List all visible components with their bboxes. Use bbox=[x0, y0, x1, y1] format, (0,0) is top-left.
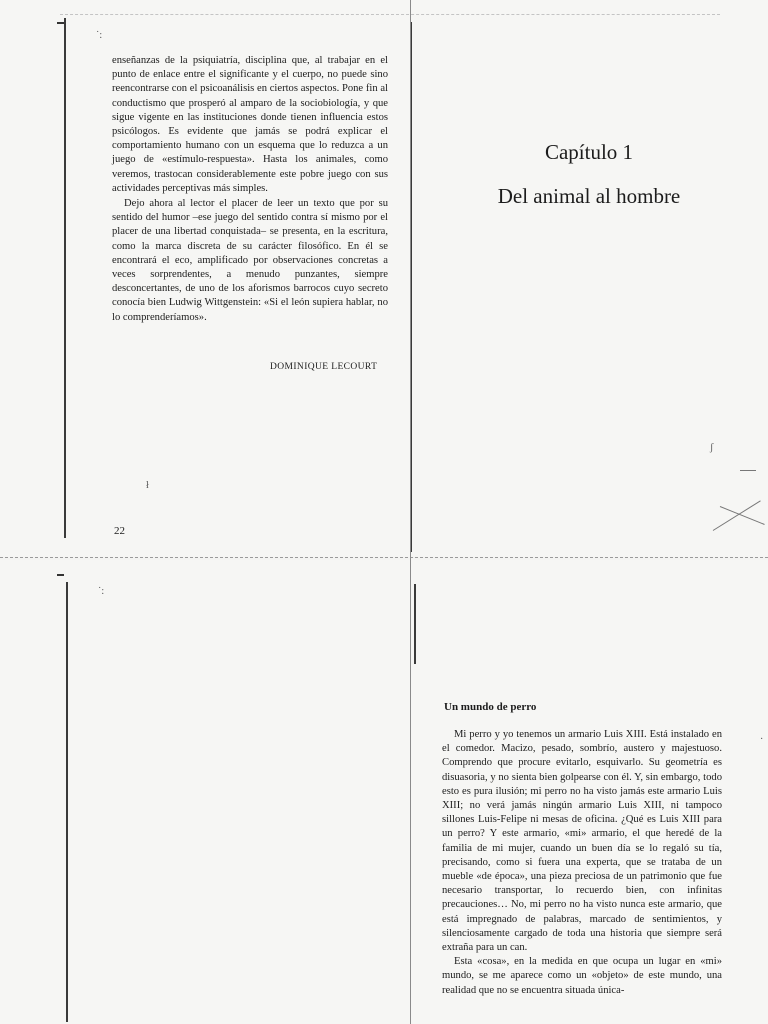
binding-edge bbox=[66, 582, 68, 1022]
spread-divider-vertical bbox=[410, 0, 411, 1024]
binding-edge bbox=[414, 584, 416, 664]
chapter-number: Capítulo 1 bbox=[544, 140, 634, 164]
preface-paragraph-1: enseñanzas de la psiquiatría, disciplina que, al trabajar en el punto de enlace entre el significante y el cuerpo, no puede sino reencontrarse con el psicoanálisis en ciertos aspectos. Pone fin al conductismo que prosperó al amparo de la sociobiología, y que sigue vigente en las instituciones donde tienen influencia estos psicólogos. Es evidente que jamás se podrá explicar el comportamiento humano con un esquema que lo reduzca a un juego de «estímulo-respuesta». Hasta los animales, como veremos, trastocan considerablemente este pobre juego con sus actividades perceptivas más simples. bbox=[112, 55, 388, 194]
page-bottom-right bbox=[410, 560, 768, 1024]
binding-edge bbox=[64, 18, 66, 538]
stray-mark: ʃ bbox=[710, 442, 714, 453]
crop-mark bbox=[57, 574, 64, 576]
chapter-text bbox=[442, 728, 722, 998]
scan-edge-top bbox=[60, 14, 720, 15]
page-bottom-left bbox=[0, 560, 410, 1024]
signature: DOMINIQUE LECOURT bbox=[270, 362, 378, 372]
stray-mark: ł bbox=[146, 480, 149, 491]
page-number: 22 bbox=[114, 525, 125, 537]
scan-artifact bbox=[740, 470, 756, 471]
preface-paragraph-2: Dejo ahora al lector el placer de leer un texto que por su sentido del humor –ese juego del sentido contra sí mismo por el placer de una libertad conquistada– se presenta, en la escritura, como la marca discreta de su carácter filosófico. En él se encontrará el eco, amplificado por observaciones concretas a veces sorprendentes, a menudo punzantes, siempre desconcertantes, de uno de los aforismos barrocos cuyo secreto conocía bien Ludwig Wittgenstein: «Si el león supiera hablar, no lo comprenderíamos». bbox=[112, 198, 388, 323]
chapter-paragraph-2: Esta «cosa», en la medida en que ocupa un lugar en «mi» mundo, se me aparece como un «objeto» de este mundo, una realidad que no se encuentra situada única- bbox=[442, 956, 722, 996]
crop-mark bbox=[57, 22, 64, 24]
chapter-title: Del animal al hombre bbox=[497, 184, 681, 208]
page-top-left bbox=[0, 0, 410, 557]
stray-mark: ˙: bbox=[98, 586, 105, 597]
chapter-paragraph-1: Mi perro y yo tenemos un armario Luis XIII. Está instalado en el comedor. Macizo, pesado, sombrío, austero y majestuoso. Comprendo que procure evitarlo, esquivarlo. Su geometría es disuasoria, y no sienta bien golpearse con él. Y, sin embargo, todo esto es pura ilusión; mi perro no ha visto jamás este armario Luis XIII; no verá jamás ningún armario Luis XIII, ni tampoco sillones Luis-Felipe ni mesas de oficina. ¿Qué es Luis XIII para un perro? Y este armario, «mi» armario, el que heredé de la familia de mi mujer, cuando un buen día se lo regaló su tía, precisando, como si fuera una experta, que se trataba de un mueble «de época», una pieza preciosa de un patrimonio que fue necesario transportar, lo recuerdo bien, con infinitas precauciones… No, mi perro no ha visto nunca este armario, que está impregnado de palabras, marcado de sentimientos, y silenciosamente cargado de toda una historia que siempre será extraña para un can. bbox=[442, 729, 722, 954]
section-title: Un mundo de perro bbox=[444, 701, 537, 713]
stray-mark: ˙: bbox=[96, 30, 103, 41]
stray-mark: · bbox=[760, 734, 764, 745]
spread-divider-horizontal bbox=[0, 557, 768, 558]
preface-text bbox=[112, 54, 388, 325]
page-top-right bbox=[410, 0, 768, 557]
